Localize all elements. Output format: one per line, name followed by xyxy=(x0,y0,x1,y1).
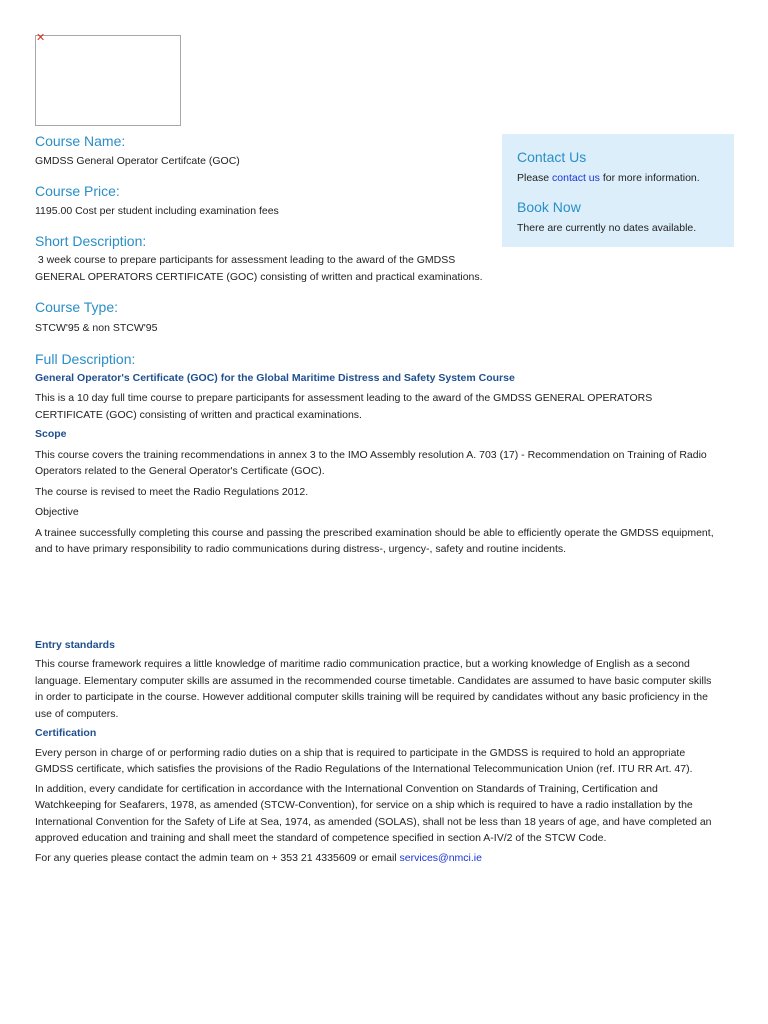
full-description-title: General Operator's Certificate (GOC) for the Global Maritime Distress and Safety System Course xyxy=(35,371,515,384)
short-description-line: GENERAL OPERATORS CERTIFICATE (GOC) consisting of written and practical examinations. xyxy=(35,270,483,283)
contact-us-text xyxy=(517,170,734,187)
course-image xyxy=(35,31,181,126)
course-price-value: 1195.00 Cost per student including examination fees xyxy=(35,204,279,217)
paragraph-line: This is a 10 day full time course to prepare participants for assessment leading to the award of the GMDSS GENERAL OPERATORS xyxy=(35,392,653,404)
scope-paragraph xyxy=(35,447,725,480)
paragraph-line: use of computers. xyxy=(35,707,119,720)
entry-standards-heading: Entry standards xyxy=(35,638,115,651)
short-description-heading: Short Description: xyxy=(35,233,147,249)
paragraph-line: This course covers the training recommendations in annex 3 to the IMO Assembly resolution A. 703 (17) - Recommendation on Training of Radio xyxy=(35,448,707,461)
paragraph-line: Every person in charge of or performing radio duties on a ship that is required to participate in the GMDSS is required to hold an appropriate xyxy=(35,746,686,759)
paragraph-line: International Convention for the Safety of Life at Sea, 1974, as amended (SOLAS), shall not be less than 18 years of age, and have completed an xyxy=(35,815,712,828)
course-price-heading: Course Price: xyxy=(35,182,120,199)
broken-image-icon: ✕ xyxy=(36,31,46,44)
contact-us-heading: Contact Us xyxy=(517,149,587,165)
paragraph-line: Watchkeeping for Seafarers, 1978, as amended (STCW-Convention), for service on a ship which is required to have a radio installation by the xyxy=(35,799,693,811)
course-type-value: STCW'95 & non STCW'95 xyxy=(35,322,158,334)
objective-paragraph xyxy=(35,525,725,558)
intro-paragraph xyxy=(35,390,725,423)
course-type-heading: Course Type: xyxy=(35,299,119,315)
certification-paragraph xyxy=(35,781,725,847)
paragraph-line: GMDSS certificate, which satisfies the provisions of the Radio Regulations of the International Telecommunication Union (ref. ITU RR Art. 47). xyxy=(35,763,693,775)
certification-paragraph xyxy=(35,745,725,778)
paragraph-line: A trainee successfully completing this course and passing the prescribed examination should be able to efficiently operate the GMDSS equipment, xyxy=(35,526,714,539)
queries-text: For any queries please contact the admin team on + 353 21 4335609 or email xyxy=(35,851,400,864)
entry-standards-paragraph xyxy=(35,656,725,722)
email-link[interactable]: services@nmci.ie xyxy=(399,851,482,864)
paragraph-line: Operators related to the General Operator's Certificate (GOC). xyxy=(35,465,325,477)
book-now-heading: Book Now xyxy=(517,198,581,215)
objective-heading: Objective xyxy=(35,506,79,518)
contact-pre-text: Please xyxy=(517,172,553,184)
queries-line xyxy=(35,850,725,867)
course-name-value: GMDSS General Operator Certifcate (GOC) xyxy=(35,155,240,167)
paragraph-line: This course framework requires a little knowledge of maritime radio communication practice, but a working knowledge of English as a second xyxy=(35,658,690,670)
sidebar-panel xyxy=(502,134,734,247)
paragraph-line: CERTIFICATE (GOC) consisting of written and practical examinations. xyxy=(35,408,362,421)
short-description-line: 3 week course to prepare participants for assessment leading to the award of the GMDSS xyxy=(35,254,456,266)
book-now-text: There are currently no dates available. xyxy=(517,221,697,234)
scope-heading: Scope xyxy=(35,428,67,440)
contact-post-text: for more information. xyxy=(599,172,700,184)
paragraph-line: and to have primary responsibility to radio communications during distress-, urgency-, safety and routine incidents. xyxy=(35,543,567,555)
paragraph-line: In addition, every candidate for certification in accordance with the International Convention on Standards of Training, Certification and xyxy=(35,782,658,795)
course-name-heading: Course Name: xyxy=(35,133,126,149)
certification-heading: Certification xyxy=(35,727,97,739)
full-description-heading: Full Description: xyxy=(35,350,136,367)
paragraph-line: in order to participate in the course. However additional computer skills training will be required by candidates without any basic proficiency in the xyxy=(35,691,708,703)
contact-us-link[interactable]: contact us xyxy=(552,172,600,184)
revised-note: The course is revised to meet the Radio Regulations 2012. xyxy=(35,485,309,498)
paragraph-line: language. Elementary computer skills are assumed in the recommended course timetable. Candidates are assumed to have basic computer skills xyxy=(35,674,712,687)
paragraph-line: approved education and training and shall meet the standard of competence specified in section A-IV/2 of the STCW Code. xyxy=(35,832,607,844)
